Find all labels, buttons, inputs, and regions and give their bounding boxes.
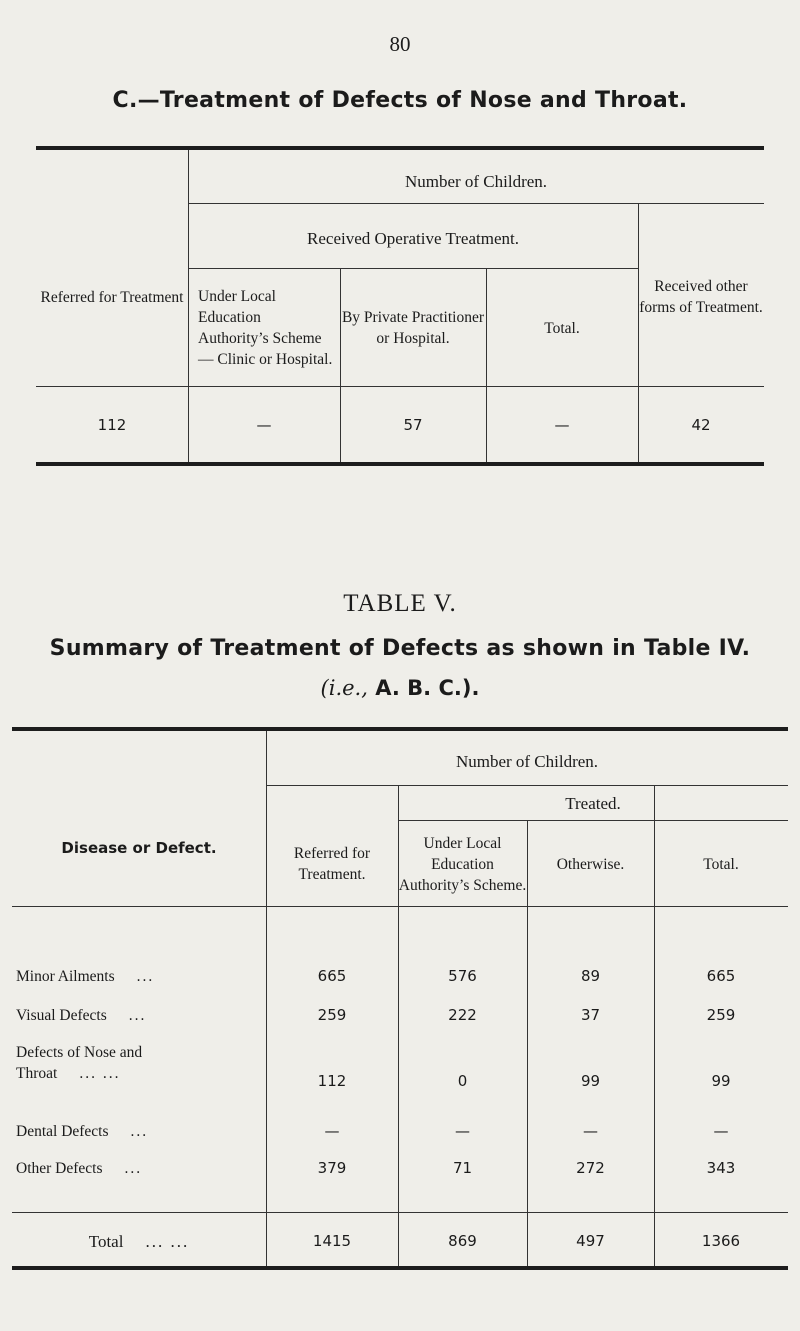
divider bbox=[12, 1212, 788, 1213]
table-bottom-rule bbox=[12, 1266, 788, 1270]
table-top-rule bbox=[36, 146, 764, 150]
cell-under-lea: 222 bbox=[448, 1005, 477, 1024]
summary-subtitle bbox=[0, 676, 800, 700]
divider bbox=[188, 268, 638, 269]
cell-total: 665 bbox=[706, 966, 736, 985]
summary-title: Summary of Treatment of Defects as shown in Table IV. bbox=[49, 636, 751, 661]
header-total: Total. bbox=[703, 855, 739, 873]
cell-otherwise: 272 bbox=[576, 1158, 605, 1177]
header-received-operative: Received Operative Treatment. bbox=[307, 228, 519, 248]
subtitle-italic: (i.e., bbox=[320, 676, 368, 700]
header-private: By Private Practitioner or Hospital. bbox=[341, 309, 485, 347]
cell-total: 99 bbox=[711, 1071, 731, 1090]
divider bbox=[12, 906, 788, 907]
cell-referred: 112 bbox=[97, 415, 127, 434]
divider bbox=[36, 386, 764, 387]
total-under-lea: 869 bbox=[448, 1231, 477, 1250]
cell-total: — bbox=[554, 415, 570, 434]
cell-referred: 112 bbox=[317, 1071, 347, 1090]
cell-total: — bbox=[713, 1121, 729, 1140]
row-label: Minor Ailments ... bbox=[16, 967, 155, 985]
cell-referred: 665 bbox=[317, 966, 347, 985]
header-total: Total. bbox=[544, 319, 580, 337]
cell-otherwise: 99 bbox=[580, 1071, 601, 1090]
total-label: Total ... ... bbox=[88, 1231, 190, 1251]
divider bbox=[188, 203, 764, 204]
header-treated: Treated. bbox=[565, 793, 621, 813]
header-under-lea: Under Local Education Authority’s Scheme— Clinic or Hospital. bbox=[198, 288, 333, 368]
header-referred: Referred for Treatment. bbox=[293, 845, 371, 883]
header-under-lea: Under Local Education Authority’s Scheme. bbox=[398, 834, 527, 894]
cell-referred: — bbox=[324, 1121, 340, 1140]
cell-total: 259 bbox=[706, 1005, 736, 1024]
header-number-of-children: Number of Children. bbox=[455, 751, 599, 771]
cell-total: 343 bbox=[706, 1158, 736, 1177]
row-label: Visual Defects ... bbox=[16, 1006, 147, 1024]
cell-under-lea: — bbox=[256, 415, 272, 434]
header-referred: Referred for Treatment bbox=[40, 288, 184, 306]
cell-otherwise: 89 bbox=[580, 966, 601, 985]
header-otherwise: Otherwise. bbox=[556, 855, 625, 873]
cell-other-forms: 42 bbox=[691, 415, 711, 434]
cell-otherwise: 37 bbox=[580, 1005, 601, 1024]
page-number: 80 bbox=[389, 32, 411, 56]
cell-private: 57 bbox=[403, 415, 423, 434]
table-v-label: TABLE V. bbox=[343, 590, 457, 617]
row-label: Other Defects ... bbox=[16, 1159, 143, 1177]
cell-referred: 379 bbox=[317, 1158, 347, 1177]
total-otherwise: 497 bbox=[576, 1231, 605, 1250]
row-label: Defects of Nose and Throat ... ... bbox=[16, 1044, 143, 1082]
header-other-forms: Received other forms of Treatment. bbox=[639, 278, 763, 316]
total-referred: 1415 bbox=[312, 1231, 352, 1250]
row-label: Dental Defects ... bbox=[16, 1122, 149, 1140]
table-bottom-rule bbox=[36, 462, 764, 466]
cell-otherwise: — bbox=[583, 1121, 598, 1140]
cell-referred: 259 bbox=[317, 1005, 347, 1024]
total-total: 1366 bbox=[701, 1231, 741, 1250]
cell-under-lea: 71 bbox=[452, 1158, 473, 1177]
divider bbox=[398, 820, 788, 821]
divider bbox=[266, 785, 788, 786]
section-c-title: C.—Treatment of Defects of Nose and Throat. bbox=[112, 88, 688, 113]
header-number-of-children: Number of Children. bbox=[404, 171, 548, 191]
cell-under-lea: 576 bbox=[448, 966, 477, 985]
cell-under-lea: 0 bbox=[457, 1071, 468, 1090]
cell-under-lea: — bbox=[455, 1121, 470, 1140]
header-disease: Disease or Defect. bbox=[61, 838, 217, 857]
subtitle-bold: A. B. C.). bbox=[375, 676, 480, 700]
table-top-rule bbox=[12, 727, 788, 731]
